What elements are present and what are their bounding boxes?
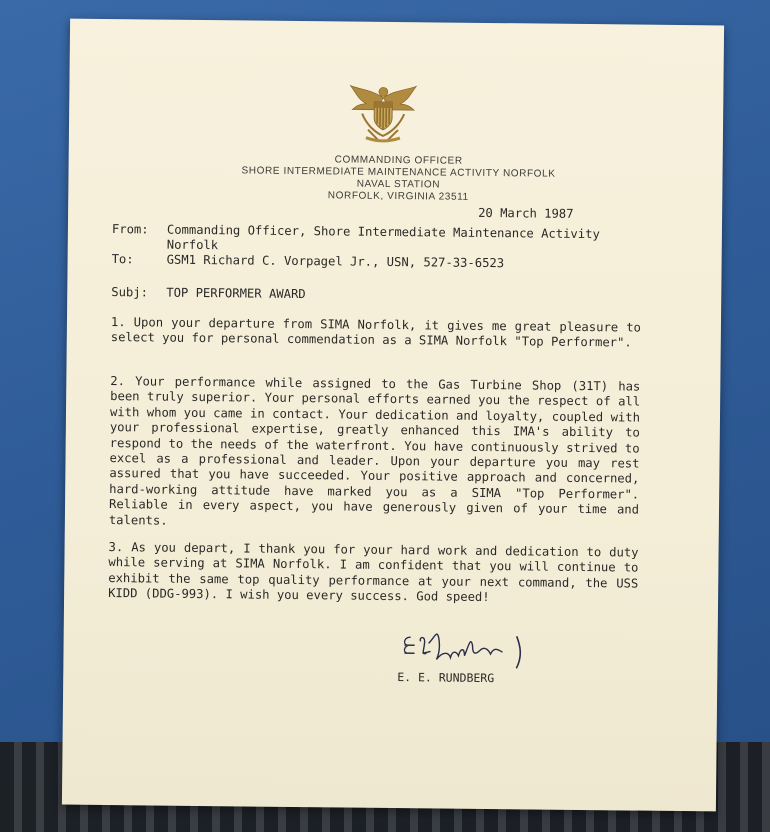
to-value: GSM1 Richard C. Vorpagel Jr., USN, 527-33-6523 <box>166 252 505 271</box>
letter-date: 20 March 1987 <box>478 205 574 221</box>
letter-page <box>62 19 724 812</box>
letterhead-station: NAVAL STATION <box>356 178 441 191</box>
letterhead-title: COMMANDING OFFICER <box>334 154 463 167</box>
letterhead-command: SHORE INTERMEDIATE MAINTENANCE ACTIVITY NORFOLK <box>241 165 556 180</box>
letterhead-address: NORFOLK, VIRGINIA 23511 <box>327 190 469 203</box>
paragraph-3: 3. As you depart, I thank you for your hard work and dedication to duty while serving at SIMA Norfolk. I am confident that you will continue to exhibit the same top quality performance at your next command, the USS KIDD (DDG-993). I wish you every success. God speed! <box>108 540 639 605</box>
paragraph-1: 1. Upon your departure from SIMA Norfolk, it gives me great pleasure to select you for personal commendation as a SIMA Norfolk "Top Performer". <box>110 315 642 350</box>
to-label: To: <box>111 252 134 267</box>
from-value: Commanding Officer, Shore Intermediate Maintenance Activity <box>166 222 600 242</box>
letterhead <box>208 153 588 205</box>
subject-label: Subj: <box>111 285 149 300</box>
navy-eagle-crest-icon <box>348 80 419 145</box>
subject-value: TOP PERFORMER AWARD <box>166 285 306 302</box>
paragraph-2: 2. Your performance while assigned to the Gas Turbine Shop (31T) has been truly superior. Your personal efforts earned you the respect of all with whom you came in contact. Your dedication and loyalty, coupled with your professional expertise, greatly enhanced this IMA's ability to respond to the needs of the waterfront. You have continuously strived to excel as a professional and leader. Upon your departure you may rest assured that you have succeeded. Your positive approach and concerned, hard-working attitude have marked you as a SIMA "Top Performer". Reliable in every aspect, you have generously given of your time and talents. <box>108 374 641 528</box>
from-label: From: <box>111 222 149 237</box>
to-line <box>112 252 505 272</box>
signatory-name: E. E. RUNDBERG <box>397 670 495 686</box>
from-value-continued: Norfolk <box>166 237 219 253</box>
subject-line <box>111 285 306 302</box>
handwritten-signature <box>398 615 539 670</box>
